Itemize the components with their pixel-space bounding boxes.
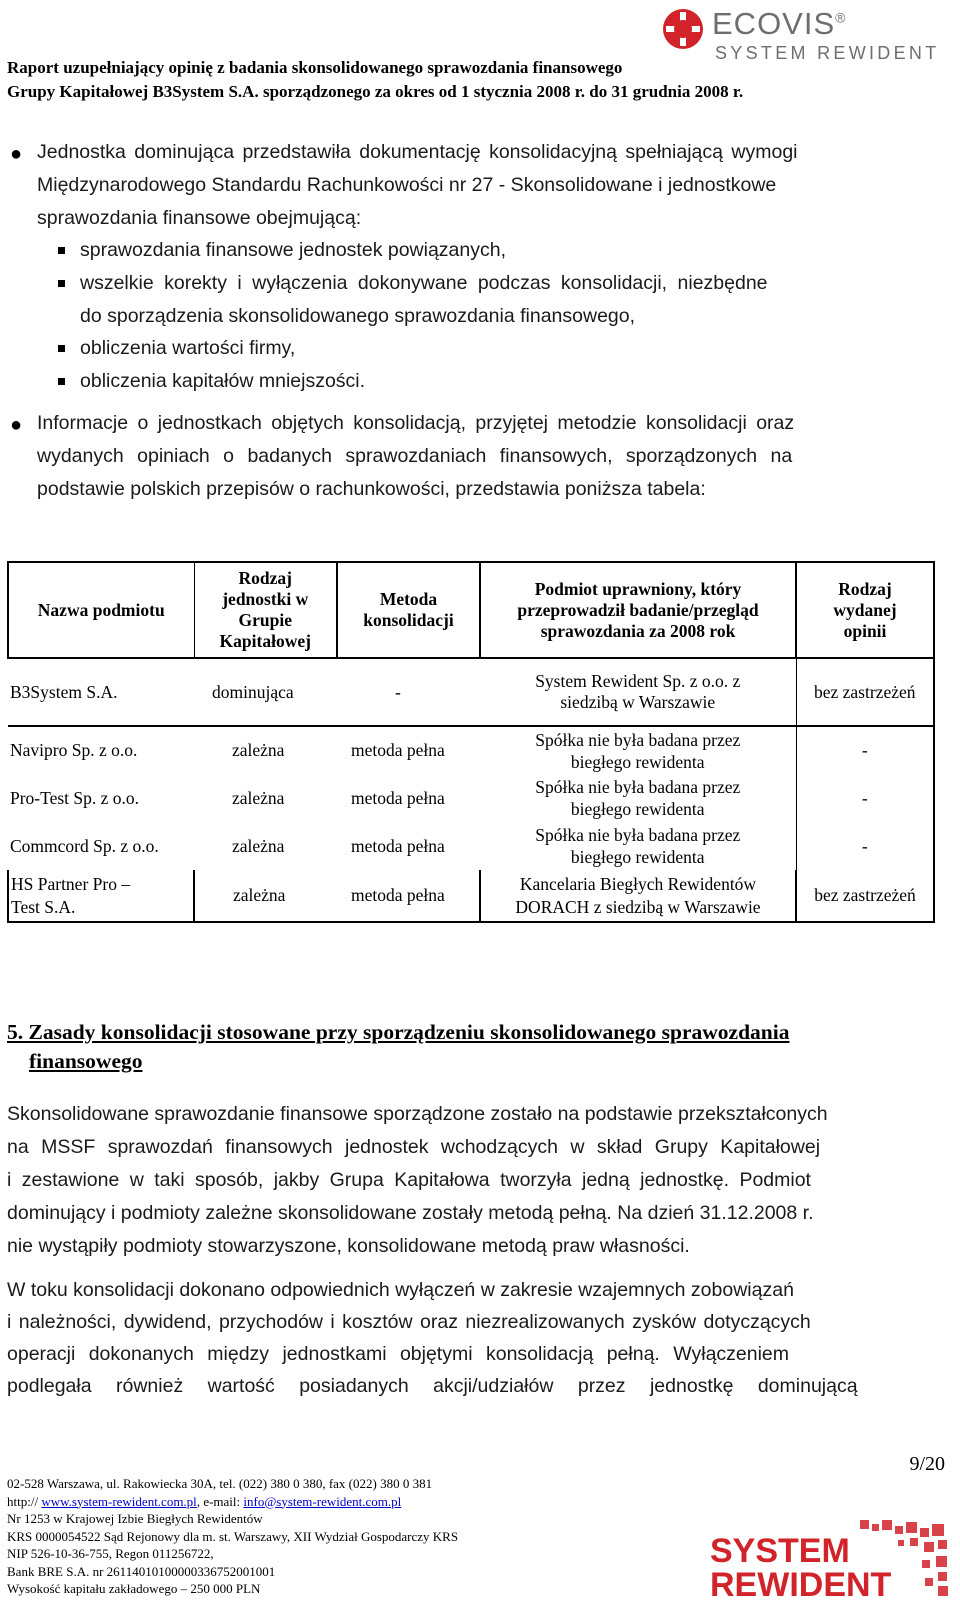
table-cell: - — [796, 822, 934, 870]
bullet1-line2: Międzynarodowego Standardu Rachunkowości nr 27 - Skonsolidowane i jednostkowe — [37, 174, 777, 196]
sub-item-4: obliczenia kapitałów mniejszości. — [80, 370, 366, 392]
bullet1-line3: sprawozdania finansowe obejmującą: — [37, 207, 362, 229]
table-cell: zależna — [194, 726, 337, 774]
section-5-heading: 5. Zasady konsolidacji stosowane przy sporządzeniu skonsolidowanego sprawozdania finansowego — [7, 1020, 790, 1073]
table-cell: bez zastrzeżeń — [796, 870, 934, 922]
ecovis-logo-text: ECOVIS® — [712, 6, 847, 41]
table-header-row — [8, 562, 934, 658]
para2-line1: W toku konsolidacji dokonano odpowiednich wyłączeń w zakresie wzajemnych zobowiązań — [7, 1279, 794, 1301]
sub-item-3: obliczenia wartości firmy, — [80, 337, 296, 359]
table-row — [8, 870, 934, 922]
para2-line2: i należności, dywidend, przychodów i kosztów oraz niezrealizowanych zysków dotyczących — [7, 1311, 811, 1333]
report-header-line2: Grupy Kapitałowej B3System S.A. sporządzonego za okres od 1 stycznia 2008 r. do 31 grudnia 2008 r. — [7, 82, 744, 101]
sub-item-2-line2: do sporządzenia skonsolidowanego sprawozdania finansowego, — [80, 305, 636, 327]
para2-line4: podlegała również wartość posiadanych akcji/udziałów przez jednostkę dominującą — [7, 1375, 858, 1397]
square-bullet-icon — [58, 247, 65, 254]
bullet-icon: ● — [10, 143, 23, 165]
para2-line3: operacji dokonanych między jednostkami objętymi konsolidacją pełną. Wyłączeniem — [7, 1343, 790, 1365]
report-header-line1: Raport uzupełniający opinię z badania skonsolidowanego sprawozdania finansowego — [7, 58, 623, 77]
system-rewident-logo-icon — [710, 1520, 950, 1600]
table-cell: Commcord Sp. z o.o. — [10, 835, 159, 856]
para1-line4: dominujący i podmioty zależne skonsolidowane zostały metodą pełną. Na dzień 31.12.2008 r. — [7, 1202, 814, 1224]
table-cell: metoda pełna — [337, 726, 480, 774]
ecovis-logo-icon — [662, 8, 704, 50]
para1-line2: na MSSF sprawozdań finansowych jednostek wchodzących w skład Grupy Kapitałowej — [7, 1136, 821, 1158]
table-cell: zależna — [232, 787, 285, 808]
website-link[interactable]: www.system-rewident.com.pl — [41, 1493, 197, 1509]
column-header: Metoda konsolidacji — [337, 562, 480, 658]
square-bullet-icon — [58, 280, 65, 287]
table-row — [8, 774, 934, 822]
bullet2-line2: wydanych opiniach o badanych sprawozdaniach finansowych, sporządzonych na — [37, 445, 793, 467]
table-cell: metoda pełna — [351, 835, 445, 856]
table-cell: metoda pełna — [351, 787, 445, 808]
svg-text:SYSTEM: SYSTEM — [710, 1532, 850, 1570]
table-cell: - — [395, 681, 401, 702]
sub-item-2-line1: wszelkie korekty i wyłączenia dokonywane podczas konsolidacji, niezbędne — [80, 272, 768, 294]
table-cell: Navipro Sp. z o.o. — [8, 726, 194, 774]
column-header: Rodzaj wydanej opinii — [796, 562, 934, 658]
table-cell: Spółka nie była badana przez biegłego rewidenta — [535, 825, 741, 867]
table-cell: zależna — [232, 835, 285, 856]
para1-line3: i zestawione w taki sposób, jakby Grupa Kapitałowa tworzyła jedną jednostkę. Podmiot — [7, 1169, 811, 1191]
table-cell: zależna — [194, 870, 337, 922]
footer-address-block: 02-528 Warszawa, ul. Rakowiecka 30A, tel. (022) 380 0 380, fax (022) 380 0 381 http:// www.system-rewident.com.pl, e-mail: info@system-rewident.com.pl Nr 1253 w Krajowej Izbie Biegłych Rewidentów KRS 0000054522 Sąd Rejonowy dla m. st. Warszawy, XII Wydział Gospodarczy KRS NIP 526-10-36-755, Regon 011256722, Bank BRE S.A. nr 26114010100000336752001001 Wysokość kapitału zakładowego – 250 000 PLN — [7, 1476, 459, 1596]
bullet1-line1: Jednostka dominująca przedstawiła dokumentację konsolidacyjną spełniającą wymogi — [37, 141, 798, 163]
para1-line5: nie wystąpiły podmioty stowarzyszone, konsolidowane metodą praw własności. — [7, 1235, 690, 1257]
table-row — [8, 726, 934, 774]
table-cell: - — [796, 774, 934, 822]
column-header: Rodzaj jednostki w Grupie Kapitałowej — [194, 562, 337, 658]
square-bullet-icon — [58, 345, 65, 352]
table-cell: - — [796, 726, 934, 774]
ecovis-logo-subtitle: SYSTEM REWIDENT — [715, 43, 940, 63]
table-cell: metoda pełna — [337, 870, 480, 922]
bullet2-line3: podstawie polskich przepisów o rachunkowości, przedstawia poniższa tabela: — [37, 478, 706, 500]
square-bullet-icon — [58, 378, 65, 385]
column-header: Nazwa podmiotu — [8, 562, 194, 658]
table-cell: System Rewident Sp. z o.o. z siedzibą w Warszawie — [535, 671, 741, 712]
page-number: 9/20 — [909, 1453, 945, 1475]
table-cell: Spółka nie była badana przez biegłego rewidenta — [480, 726, 796, 774]
sub-item-1: sprawozdania finansowe jednostek powiązanych, — [80, 239, 507, 261]
table-cell: Kancelaria Biegłych Rewidentów DORACH z siedzibą w Warszawie — [480, 870, 796, 922]
table-cell: HS Partner Pro – Test S.A. — [8, 870, 194, 922]
table-cell: dominująca — [212, 681, 294, 702]
table-cell: bez zastrzeżeń — [796, 658, 934, 726]
table-cell: Pro-Test Sp. z o.o. — [10, 787, 140, 808]
column-header: Podmiot uprawniony, który przeprowadził badanie/przegląd sprawozdania za 2008 rok — [480, 562, 796, 658]
table-row — [8, 658, 934, 726]
svg-text:REWIDENT: REWIDENT — [710, 1566, 892, 1600]
table-row — [8, 822, 934, 870]
email-link[interactable]: info@system-rewident.com.pl — [243, 1493, 402, 1509]
bullet-icon: ● — [10, 414, 23, 436]
para1-line1: Skonsolidowane sprawozdanie finansowe sporządzone zostało na podstawie przekształconych — [7, 1103, 828, 1125]
table-cell: Spółka nie była badana przez biegłego rewidenta — [535, 777, 741, 819]
consolidation-table — [7, 561, 935, 923]
table-cell: B3System S.A. — [10, 681, 118, 702]
bullet2-line1: Informacje o jednostkach objętych konsolidacją, przyjętej metodzie konsolidacji oraz — [37, 412, 795, 434]
